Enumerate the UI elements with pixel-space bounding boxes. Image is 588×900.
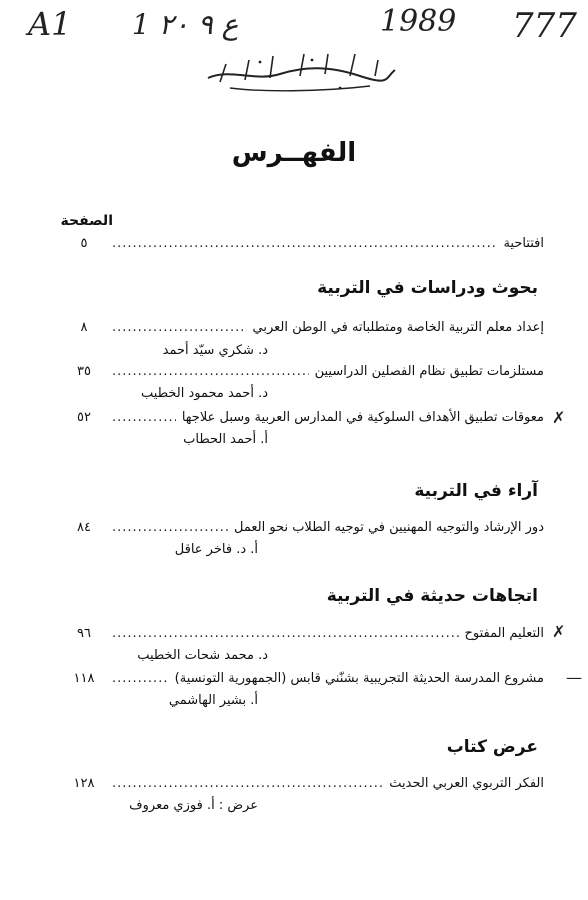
toc-page-number: ٣٥ (77, 364, 91, 379)
handwritten-mark-icon: ✗ (552, 408, 566, 427)
toc-page-number: ٨٤ (77, 520, 91, 535)
section-heading: اتجاهات حديثة في التربية (326, 586, 538, 606)
toc-author: أ. د. فاخر عاقل (174, 542, 258, 557)
handwritten-middle-note: 1 ع ٩ ٢٠ (132, 8, 239, 41)
toc-author: د. شكري سيّد أحمد (162, 343, 268, 358)
toc-entry-title: دور الإرشاد والتوجيه المهنيين في توجيه الطلاب نحو العمل (234, 520, 544, 535)
toc-entry-title: مشروع المدرسة الحديثة التجريبية بشنّني قابس (الجمهورية التونسية) (174, 671, 544, 686)
leader-dots (112, 364, 309, 379)
handwritten-code-right: 777 (512, 6, 577, 46)
section-heading: آراء في التربية (414, 481, 538, 501)
toc-entry-title: معوقات تطبيق الأهداف السلوكية في المدارس العربية وسبل علاجها (181, 410, 544, 425)
leader-dots (112, 626, 459, 641)
leader-dots (112, 236, 497, 251)
toc-entry-title: إعداد معلم التربية الخاصة ومتطلباته في الوطن العربي (252, 320, 544, 335)
leader-dots (112, 671, 169, 686)
toc-author: أ. بشير الهاشمي (168, 693, 258, 708)
toc-entry (62, 671, 544, 686)
leader-dots (112, 520, 228, 535)
toc-page-number: ١٢٨ (73, 776, 95, 791)
handwritten-mark-icon: ✗ (552, 622, 566, 641)
toc-author: د. محمد شحات الخطيب (137, 648, 268, 663)
toc-author: د. أحمد محمود الخطيب (141, 386, 268, 401)
toc-entry (62, 776, 544, 791)
toc-entry (62, 626, 544, 641)
leader-dots (112, 776, 383, 791)
section-heading: بحوث ودراسات في التربية (317, 278, 538, 298)
section-heading: عرض كتاب (446, 737, 538, 757)
handwritten-code-left: A1 (28, 5, 72, 43)
page-title: الفهــرس (231, 138, 357, 168)
toc-author: أ. أحمد الحطاب (183, 432, 268, 447)
toc-page-number: ٨ (80, 320, 88, 335)
toc-entry (62, 320, 544, 335)
handwritten-dash-icon: — (566, 668, 582, 687)
toc-entry-title: الفكر التربوي العربي الحديث (389, 776, 544, 791)
toc-page-number: ٥٢ (77, 410, 91, 425)
toc-page-number: ١١٨ (73, 671, 95, 686)
toc-author: عرض : أ. فوزي معروف (129, 798, 258, 813)
toc-entry-title: التعليم المفتوح (464, 626, 544, 641)
basmala-calligraphy (200, 48, 400, 94)
toc-entry (62, 364, 544, 379)
toc-entry-title: مستلزمات تطبيق نظام الفصلين الدراسيين (314, 364, 544, 379)
toc-entry-intro (62, 236, 544, 251)
handwritten-year: 1989 (380, 4, 457, 39)
toc-page-number: ٥ (80, 236, 88, 251)
toc-page-number: ٩٦ (77, 626, 91, 641)
toc-entry (62, 410, 544, 425)
toc-entry (62, 520, 544, 535)
toc-entry-title: افتتاحية (503, 236, 544, 251)
leader-dots (112, 320, 247, 335)
leader-dots (112, 410, 176, 425)
page-column-header: الصفحة (60, 213, 113, 229)
